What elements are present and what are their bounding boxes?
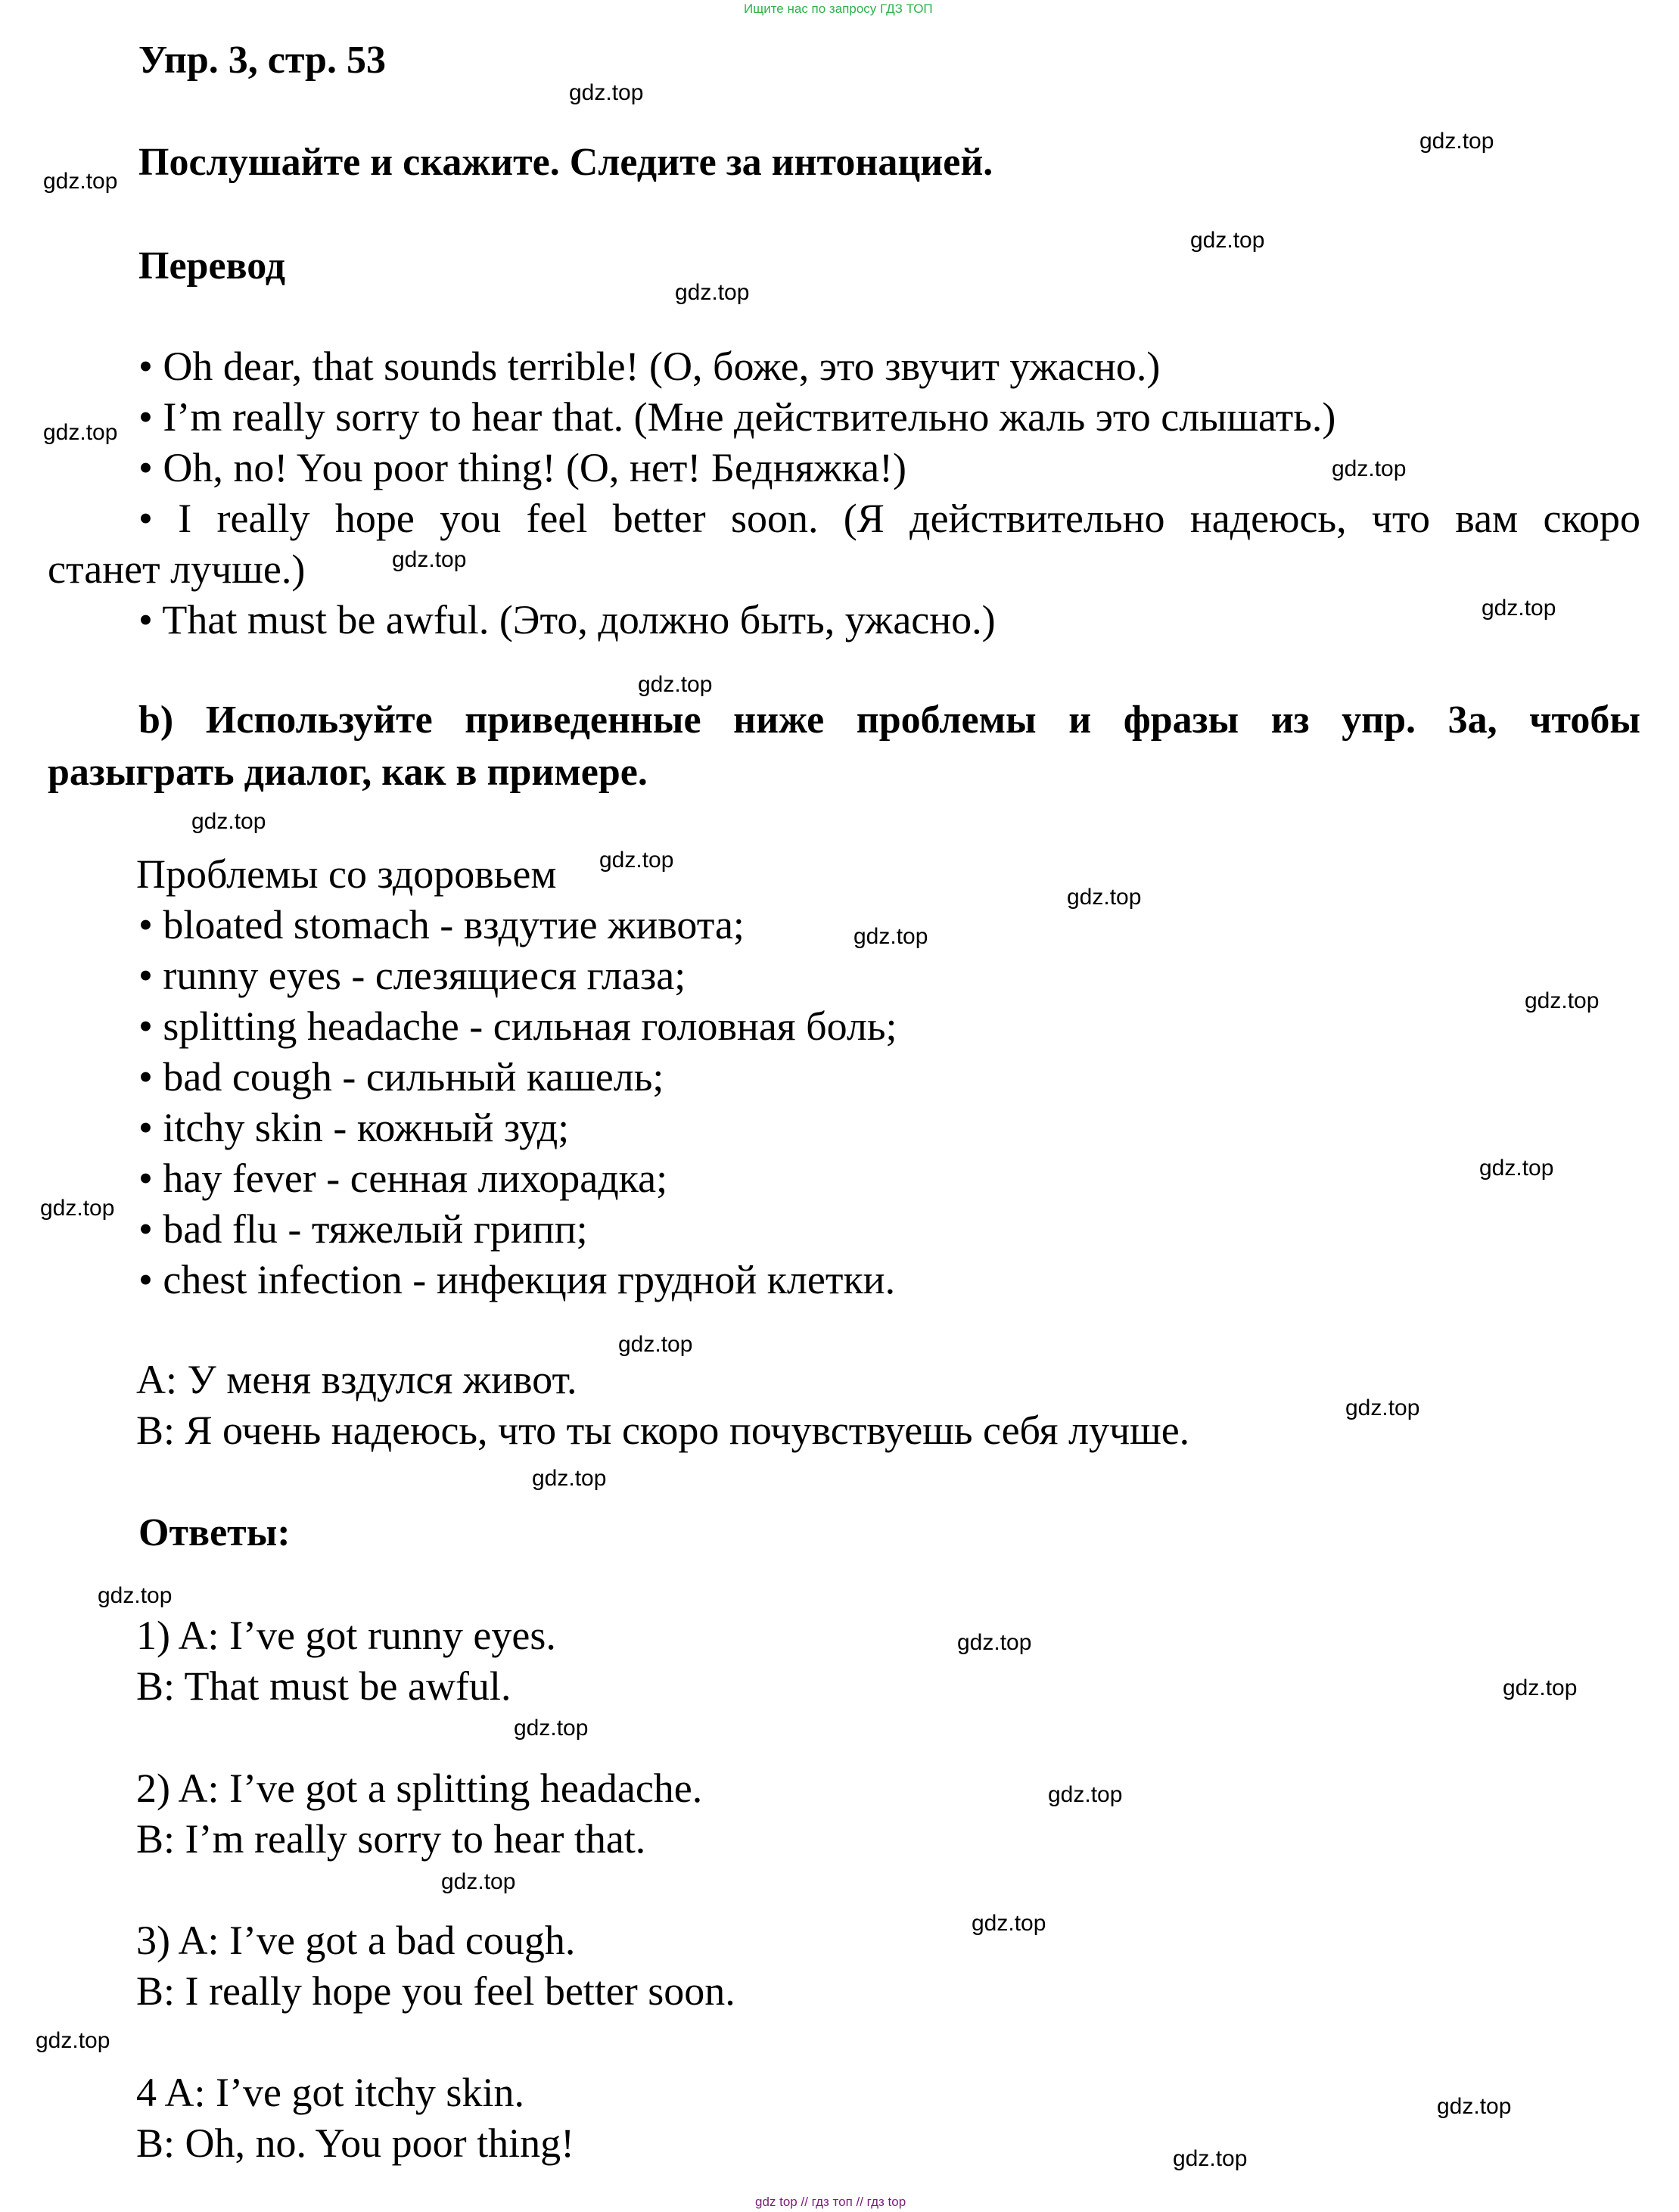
answer-line: B: That must be awful.: [136, 1663, 511, 1709]
watermark: gdz.top: [972, 1911, 1046, 1936]
watermark: gdz.top: [1525, 988, 1600, 1013]
problem-item: • itchy skin - кожный зуд;: [138, 1105, 570, 1150]
watermark: gdz.top: [1345, 1395, 1420, 1420]
problems-heading: Проблемы со здоровьем: [136, 851, 557, 897]
answer-line: 3) A: I’ve got a bad cough.: [136, 1918, 576, 1963]
example-line: А: У меня вздулся живот.: [136, 1357, 577, 1402]
watermark: gdz.top: [441, 1869, 516, 1894]
watermark: gdz.top: [514, 1716, 589, 1741]
phrase-line: • I’m really sorry to hear that. (Мне действительно жаль это слышать.): [138, 394, 1336, 440]
answers-heading: Ответы:: [138, 1511, 291, 1554]
watermark: gdz.top: [392, 547, 467, 572]
problem-item: • bloated stomach - вздутие живота;: [138, 902, 745, 947]
problem-item: • bad cough - сильный кашель;: [138, 1054, 664, 1100]
watermark: gdz.top: [1067, 885, 1142, 910]
answer-line: B: Oh, no. You poor thing!: [136, 2120, 575, 2166]
top-banner[interactable]: Ищите нас по запросу ГДЗ ТОП: [744, 2, 933, 16]
phrase-line: станет лучше.): [48, 546, 306, 592]
watermark: gdz.top: [1482, 596, 1556, 621]
translation-heading: Перевод: [138, 244, 286, 288]
phrase-line: • That must be awful. (Это, должно быть, ужасно.): [138, 597, 996, 642]
problem-item: • hay fever - сенная лихорадка;: [138, 1156, 668, 1201]
task-a-heading: Послушайте и скажите. Следите за интонацией.: [138, 141, 993, 184]
task-b-heading: b) Используйте приведенные ниже проблемы и фразы из упр. 3а, чтобы: [138, 698, 1640, 742]
watermark: gdz.top: [618, 1332, 693, 1357]
watermark: gdz.top: [675, 280, 750, 305]
watermark: gdz.top: [36, 2028, 110, 2053]
problem-item: • chest infection - инфекция грудной клетки.: [138, 1257, 896, 1302]
watermark: gdz.top: [43, 420, 118, 445]
watermark: gdz.top: [1479, 1156, 1554, 1181]
phrase-line: • Oh dear, that sounds terrible! (О, боже, это звучит ужасно.): [138, 344, 1161, 389]
problem-item: • splitting headache - сильная головная боль;: [138, 1003, 897, 1049]
watermark: gdz.top: [1503, 1675, 1578, 1700]
watermark: gdz.top: [1419, 129, 1494, 154]
problem-item: • runny eyes - слезящиеся глаза;: [138, 953, 686, 998]
watermark: gdz.top: [1048, 1782, 1123, 1807]
answer-line: 4 A: I’ve got itchy skin.: [136, 2070, 524, 2115]
problem-item: • bad flu - тяжелый грипп;: [138, 1206, 588, 1252]
watermark: gdz.top: [599, 848, 674, 873]
watermark: gdz.top: [43, 169, 118, 194]
watermark: gdz.top: [853, 924, 928, 949]
answer-line: 1) A: I’ve got runny eyes.: [136, 1613, 556, 1658]
watermark: gdz.top: [191, 809, 266, 834]
phrase-line: • I really hope you feel better soon. (Я действительно надеюсь, что вам скоро: [138, 496, 1640, 541]
answer-line: B: I’m really sorry to hear that.: [136, 1816, 646, 1862]
example-line: В: Я очень надеюсь, что ты скоро почувствуешь себя лучше.: [136, 1408, 1190, 1453]
phrase-line: • Oh, no! You poor thing! (О, нет! Бедняжка!): [138, 445, 907, 490]
answer-line: B: I really hope you feel better soon.: [136, 1968, 735, 2014]
answer-line: 2) A: I’ve got a splitting headache.: [136, 1766, 703, 1811]
watermark: gdz.top: [1173, 2146, 1248, 2171]
footer-links[interactable]: gdz top // гдз топ // гдз top: [755, 2195, 906, 2209]
watermark: gdz.top: [638, 672, 713, 697]
watermark: gdz.top: [1190, 228, 1265, 253]
watermark: gdz.top: [957, 1630, 1032, 1655]
task-b-heading: разыграть диалог, как в примере.: [48, 751, 648, 794]
watermark: gdz.top: [532, 1466, 607, 1491]
page-title: Упр. 3, стр. 53: [138, 39, 386, 82]
watermark: gdz.top: [1437, 2094, 1512, 2119]
watermark: gdz.top: [40, 1196, 115, 1221]
watermark: gdz.top: [569, 80, 644, 105]
watermark: gdz.top: [1332, 456, 1407, 481]
watermark: gdz.top: [98, 1583, 173, 1608]
